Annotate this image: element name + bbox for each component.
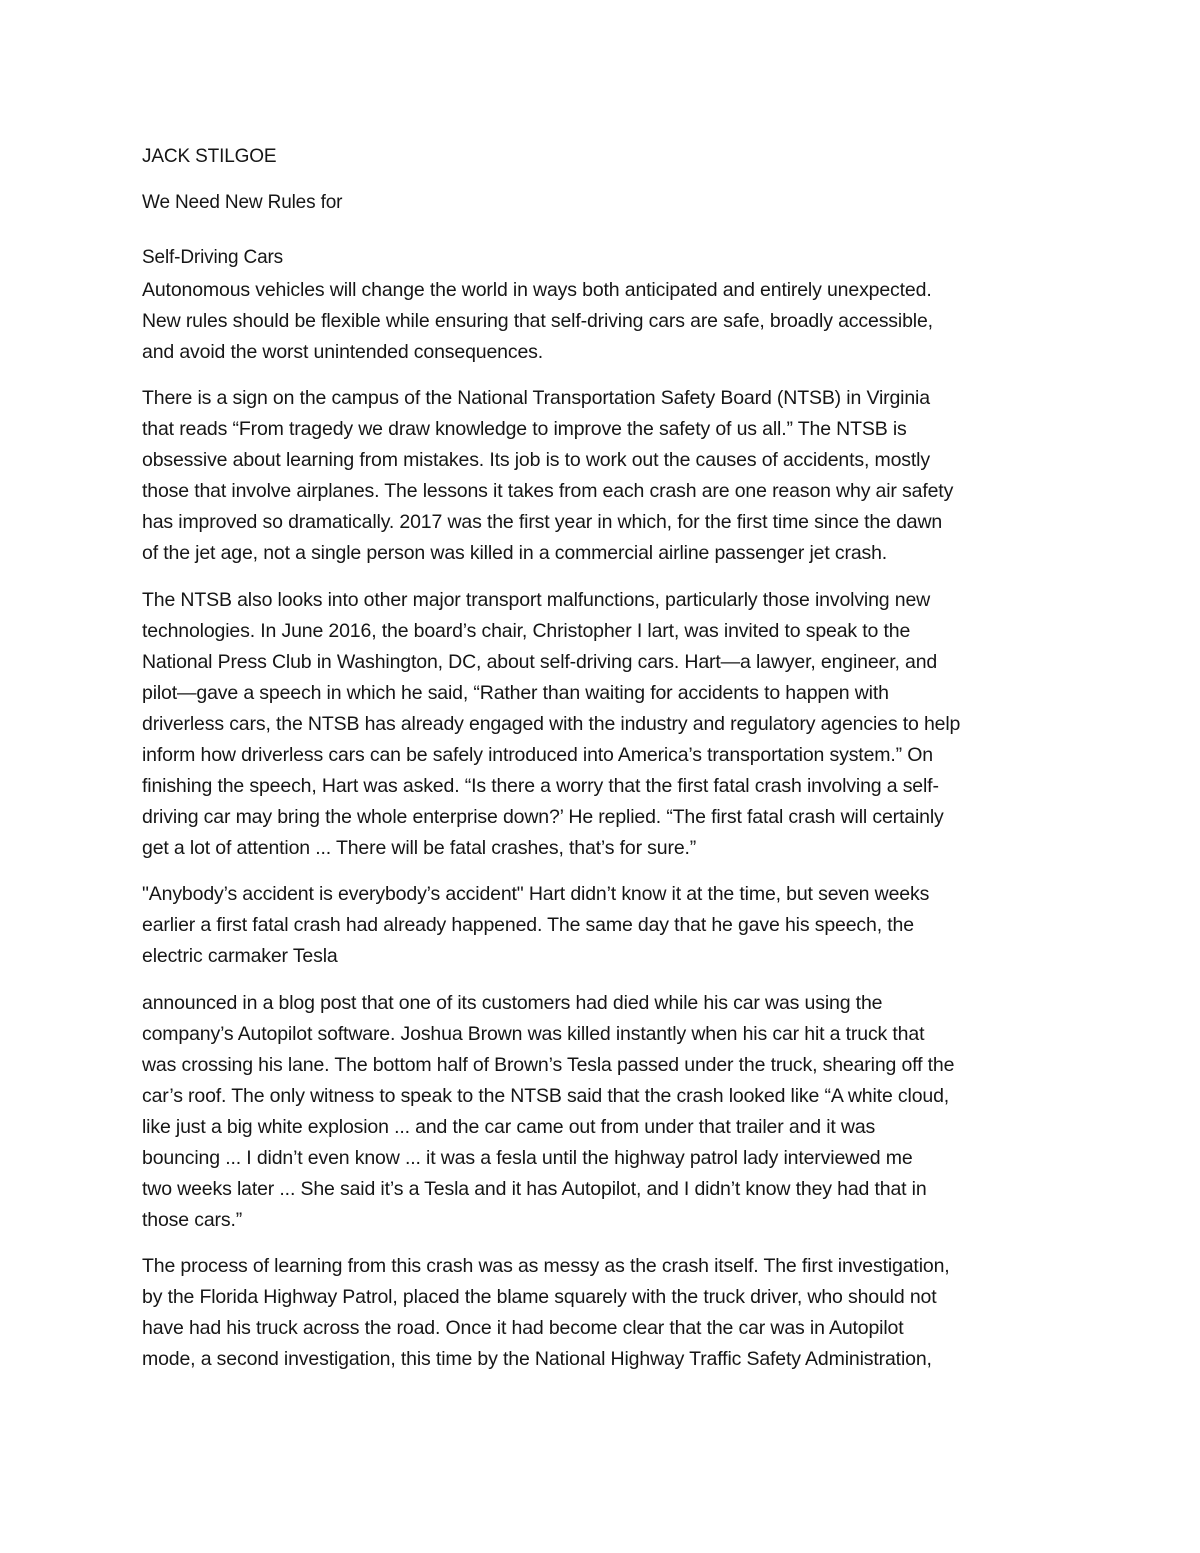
body-line: those that involve airplanes. The lessons it takes from each crash are one reason why air safety xyxy=(142,480,954,502)
body-line: driverless cars, the NTSB has already engaged with the industry and regulatory agencies to help xyxy=(142,713,961,735)
author-name: JACK STILGOE xyxy=(142,146,277,167)
body-line: obsessive about learning from mistakes. Its job is to work out the causes of accidents, mostly xyxy=(142,449,930,471)
body-line: The NTSB also looks into other major transport malfunctions, particularly those involving new xyxy=(142,589,931,611)
body-line: company’s Autopilot software. Joshua Brown was killed instantly when his car hit a truck that xyxy=(142,1023,925,1045)
body-line: get a lot of attention ... There will be fatal crashes, that’s for sure.” xyxy=(142,837,697,859)
title-line-2: Self-Driving Cars xyxy=(142,247,284,268)
body-line: finishing the speech, Hart was asked. “Is there a worry that the first fatal crash involving a self- xyxy=(142,775,939,797)
body-line: mode, a second investigation, this time by the National Highway Traffic Safety Administration, xyxy=(142,1348,932,1370)
body-line: Autonomous vehicles will change the world in ways both anticipated and entirely unexpected. xyxy=(142,279,932,301)
body-line: inform how driverless cars can be safely introduced into America’s transportation system.” On xyxy=(142,744,933,766)
body-line: earlier a first fatal crash had already happened. The same day that he gave his speech, the xyxy=(142,914,914,936)
body-line: National Press Club in Washington, DC, about self-driving cars. Hart—a lawyer, engineer, and xyxy=(142,651,938,673)
body-line: announced in a blog post that one of its customers had died while his car was using the xyxy=(142,992,883,1014)
body-line: was crossing his lane. The bottom half of Brown’s Tesla passed under the truck, shearing off the xyxy=(142,1054,955,1076)
body-line: has improved so dramatically. 2017 was the first year in which, for the first time since the dawn xyxy=(142,511,943,533)
title-line-1: We Need New Rules for xyxy=(142,192,343,213)
body-line: have had his truck across the road. Once it had become clear that the car was in Autopilot xyxy=(142,1317,904,1339)
body-line: The process of learning from this crash was as messy as the crash itself. The first investigation, xyxy=(142,1255,950,1277)
body-line: and avoid the worst unintended consequences. xyxy=(142,341,544,363)
body-line: bouncing ... I didn’t even know ... it was a fesla until the highway patrol lady interviewed me xyxy=(142,1147,913,1169)
body-line: electric carmaker Tesla xyxy=(142,945,338,967)
body-line: that reads “From tragedy we draw knowledge to improve the safety of us all.” The NTSB is xyxy=(142,418,907,440)
body-line: New rules should be flexible while ensuring that self-driving cars are safe, broadly accessible, xyxy=(142,310,933,332)
body-line: pilot—gave a speech in which he said, “Rather than waiting for accidents to happen with xyxy=(142,682,889,704)
body-line: two weeks later ... She said it’s a Tesla and it has Autopilot, and I didn’t know they had that in xyxy=(142,1178,927,1200)
body-line: driving car may bring the whole enterprise down?’ He replied. “The first fatal crash will certainly xyxy=(142,806,944,828)
body-line: by the Florida Highway Patrol, placed the blame squarely with the truck driver, who should not xyxy=(142,1286,937,1308)
body-line: car’s roof. The only witness to speak to the NTSB said that the crash looked like “A white cloud, xyxy=(142,1085,950,1107)
body-line: There is a sign on the campus of the National Transportation Safety Board (NTSB) in Virginia xyxy=(142,387,930,409)
body-line: "Anybody’s accident is everybody’s accident" Hart didn’t know it at the time, but seven weeks xyxy=(142,883,930,905)
body-line: like just a big white explosion ... and the car came out from under that trailer and it was xyxy=(142,1116,876,1138)
body-line: technologies. In June 2016, the board’s chair, Christopher I lart, was invited to speak to the xyxy=(142,620,911,642)
body-line: of the jet age, not a single person was killed in a commercial airline passenger jet crash. xyxy=(142,542,888,564)
body-line: those cars.” xyxy=(142,1209,243,1231)
